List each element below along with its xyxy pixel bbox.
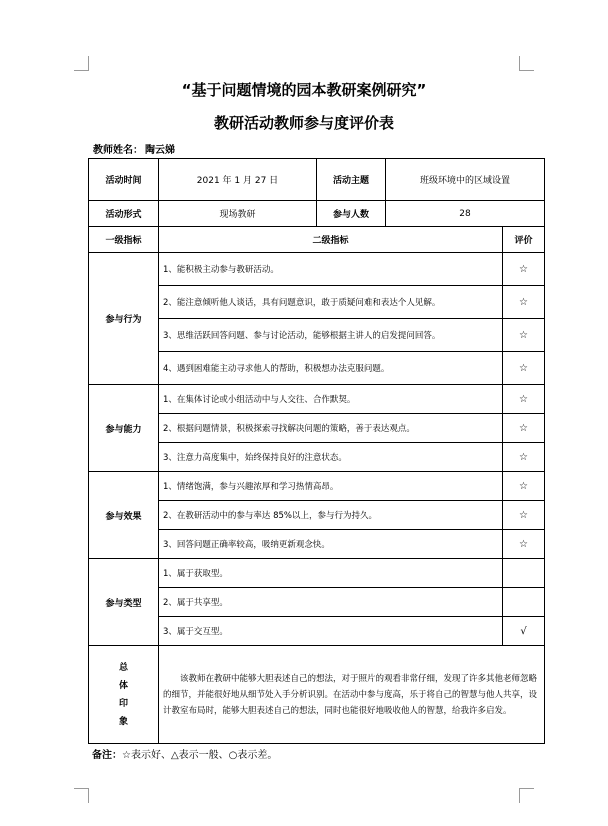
rating-cell: ☆ — [503, 286, 545, 319]
rating-cell: ☆ — [503, 385, 545, 414]
level1-header: 一级指标 — [89, 227, 159, 253]
criterion-item: 3、属于交互型。 — [159, 617, 503, 646]
rating-cell: ☆ — [503, 414, 545, 443]
criterion-item: 4、遇到困难能主动寻求他人的帮助，积极想办法克服问题。 — [159, 352, 503, 385]
impression-char: 印 — [118, 698, 128, 709]
category-participation-type: 参与类型 — [89, 559, 159, 646]
criterion-item: 1、在集体讨论或小组活动中与人交往、合作默契。 — [159, 385, 503, 414]
impression-char: 总 — [118, 662, 128, 673]
crop-mark-bottom-left — [74, 788, 89, 803]
rating-cell: ☆ — [503, 501, 545, 530]
footnote-text: ☆表示好、△表示一般、○表示差。 — [122, 750, 278, 761]
category-participation-behavior: 参与行为 — [89, 253, 159, 385]
rating-cell: ☆ — [503, 530, 545, 559]
overall-impression-label — [89, 646, 159, 744]
criterion-item: 2、在教研活动中的参与率达 85%以上，参与行为持久。 — [159, 501, 503, 530]
footnote — [92, 746, 277, 761]
rating-cell: ☆ — [503, 253, 545, 286]
level2-header: 二级指标 — [159, 227, 503, 253]
crop-mark-top-left — [74, 56, 89, 71]
activity-time-value: 2021 年 1 月 27 日 — [159, 159, 317, 201]
participant-count-label: 参与人数 — [317, 201, 386, 227]
impression-char: 体 — [118, 680, 128, 691]
rating-cell — [503, 559, 545, 588]
criterion-item: 2、根据问题情景，积极探索寻找解决问题的策略，善于表达观点。 — [159, 414, 503, 443]
activity-theme-value: 班级环境中的区域设置 — [386, 159, 545, 201]
criterion-item: 1、能积极主动参与教研活动。 — [159, 253, 503, 286]
activity-form-value: 现场教研 — [159, 201, 317, 227]
category-participation-ability: 参与能力 — [89, 385, 159, 472]
teacher-name-line — [93, 141, 175, 156]
overall-impression-text: 该教师在教研中能够大胆表述自己的想法，对于照片的观看非常仔细，发现了许多其他老师忽略的细节，并能很好地从细节处入手分析识别。在活动中参与度高，乐于将自己的智慧与他人共享，设计教室布局时，能够大胆表述自己的想法，同时也能很好地吸收他人的智慧，给我许多启发。 — [159, 646, 545, 744]
criterion-item: 3、注意力高度集中，始终保持良好的注意状态。 — [159, 443, 503, 472]
footnote-label: 备注： — [92, 750, 122, 761]
teacher-name-value: 陶云娣 — [145, 145, 175, 156]
criterion-item: 3、回答问题正确率较高，吸纳更新观念快。 — [159, 530, 503, 559]
rating-header: 评价 — [503, 227, 545, 253]
rating-cell: ☆ — [503, 472, 545, 501]
participant-count-value: 28 — [386, 201, 545, 227]
crop-mark-bottom-right — [519, 788, 534, 803]
criterion-item: 3、思维活跃回答问题、参与讨论活动，能够根据主讲人的启发提问回答。 — [159, 319, 503, 352]
document-subtitle: 教研活动教师参与度评价表 — [213, 114, 394, 132]
crop-mark-top-right — [519, 56, 534, 71]
evaluation-table — [88, 158, 545, 744]
impression-char: 象 — [118, 716, 128, 727]
rating-cell: ☆ — [503, 319, 545, 352]
teacher-name-label: 教师姓名： — [93, 145, 143, 156]
criterion-item: 2、属于共享型。 — [159, 588, 503, 617]
rating-cell: ☆ — [503, 443, 545, 472]
document-title: “基于问题情境的园本教研案例研究” — [181, 81, 427, 99]
criterion-item: 1、属于获取型。 — [159, 559, 503, 588]
activity-theme-label: 活动主题 — [317, 159, 386, 201]
criterion-item: 2、能注意倾听他人谈话，具有问题意识，敢于质疑问难和表达个人见解。 — [159, 286, 503, 319]
activity-form-label: 活动形式 — [89, 201, 159, 227]
category-participation-effect: 参与效果 — [89, 472, 159, 559]
activity-time-label: 活动时间 — [89, 159, 159, 201]
rating-cell: ☆ — [503, 352, 545, 385]
criterion-item: 1、情绪饱满，参与兴趣浓厚和学习热情高昂。 — [159, 472, 503, 501]
rating-cell: √ — [503, 617, 545, 646]
rating-cell — [503, 588, 545, 617]
